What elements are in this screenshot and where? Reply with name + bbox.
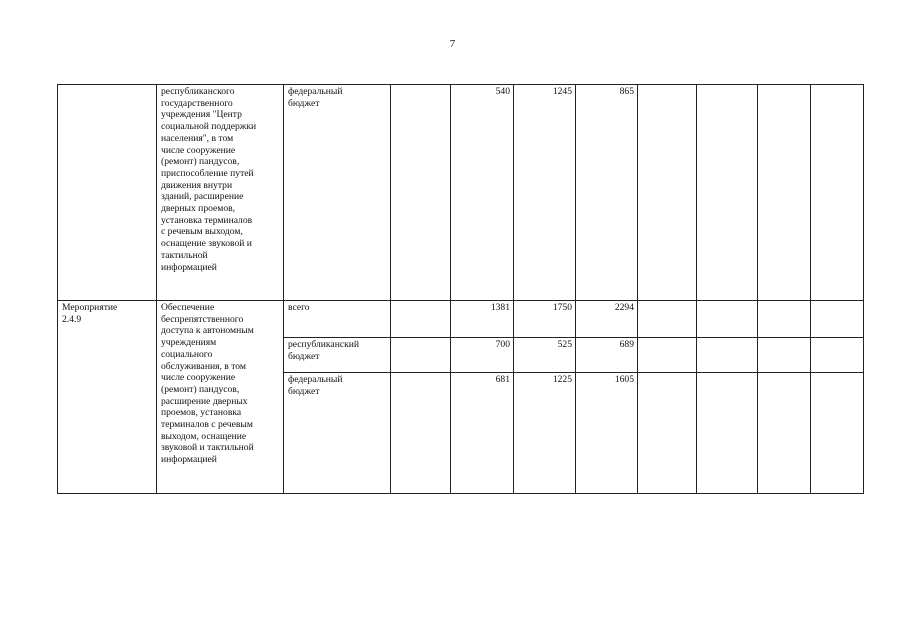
value-cell: 1750 — [514, 301, 576, 338]
value-cell: 865 — [576, 85, 638, 301]
measure-name-cell — [58, 85, 157, 301]
value-cell: 1605 — [576, 373, 638, 494]
value-cell: 700 — [451, 338, 514, 373]
empty-cell — [638, 338, 697, 373]
empty-cell — [811, 338, 864, 373]
empty-cell — [758, 338, 811, 373]
value-cell: 2294 — [576, 301, 638, 338]
empty-cell — [758, 373, 811, 494]
funding-source-cell: республиканский бюджет — [284, 338, 391, 373]
budget-table — [57, 84, 864, 494]
empty-cell — [758, 85, 811, 301]
table-row — [58, 85, 864, 301]
empty-cell — [697, 301, 758, 338]
value-cell: 689 — [576, 338, 638, 373]
empty-cell — [391, 373, 451, 494]
empty-cell — [638, 85, 697, 301]
table-row — [58, 301, 864, 338]
empty-cell — [811, 373, 864, 494]
value-cell: 1225 — [514, 373, 576, 494]
measure-name-cell: Мероприятие 2.4.9 — [58, 301, 157, 494]
value-cell: 1245 — [514, 85, 576, 301]
empty-cell — [697, 85, 758, 301]
empty-cell — [391, 301, 451, 338]
funding-source-cell: федеральный бюджет — [284, 85, 391, 301]
funding-source-cell: всего — [284, 301, 391, 338]
value-cell: 540 — [451, 85, 514, 301]
empty-cell — [697, 338, 758, 373]
empty-cell — [697, 373, 758, 494]
value-cell: 681 — [451, 373, 514, 494]
empty-cell — [391, 338, 451, 373]
empty-cell — [758, 301, 811, 338]
value-cell: 525 — [514, 338, 576, 373]
funding-source-cell: федеральный бюджет — [284, 373, 391, 494]
empty-cell — [811, 85, 864, 301]
value-cell: 1381 — [451, 301, 514, 338]
empty-cell — [638, 373, 697, 494]
empty-cell — [638, 301, 697, 338]
empty-cell — [391, 85, 451, 301]
measure-description-cell: республиканского государственного учреждения "Центр социальной поддержки населения", в том числе сооружение (ремонт) пандусов, приспособление путей движения внутри зданий, расширение дверных проемов, установка терминалов с речевым выходом, оснащение звуковой и тактильной информацией — [157, 85, 284, 301]
page-number: 7 — [449, 38, 456, 50]
measure-description-cell: Обеспечение беспрепятственного доступа к автономным учреждениям социального обслуживания, в том числе сооружение (ремонт) пандусов, расширение дверных проемов, установка терминалов с речевым выходом, оснащение звуковой и тактильной информацией — [157, 301, 284, 494]
empty-cell — [811, 301, 864, 338]
